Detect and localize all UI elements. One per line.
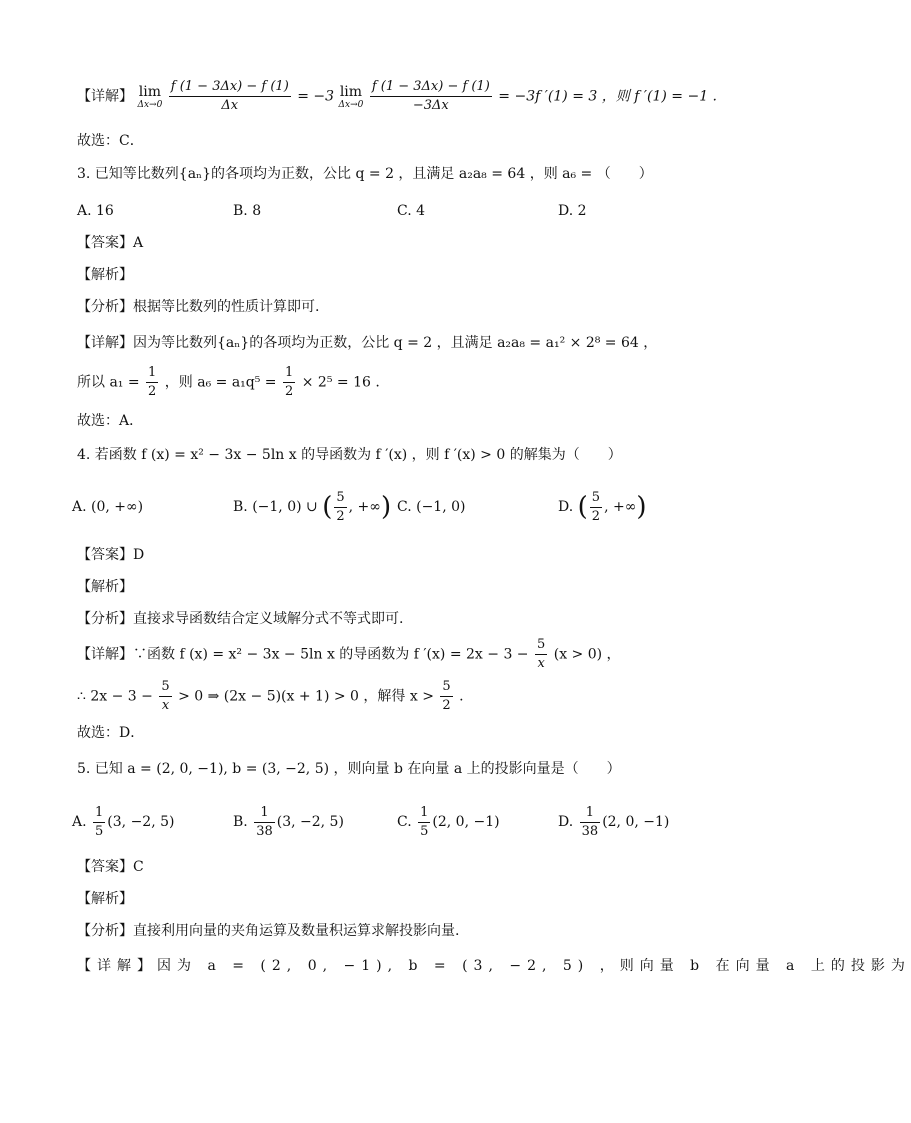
option-b: B. (−1, 0) ∪ ( $\frac{5}{2}$ , +∞) [233, 489, 392, 524]
answer-label: 【答案】D [77, 547, 145, 563]
limit-operator: lim Δx→0 [338, 83, 364, 110]
choice-line: 故选：A． [77, 413, 144, 429]
fraction: $\frac{1}{5}$ [420, 804, 429, 839]
detail-text: 所以 a₁ = $\frac{1}{2}$ ，则 a₆ = a₁q⁵ = $\frac{1}{2}$ × 2⁵ = 16 . [77, 365, 380, 399]
fraction: $\frac{1}{2}$ [285, 365, 294, 399]
fraction: $\frac{1}{5}$ [95, 804, 104, 839]
fraction: $\frac{5}{2}$ [442, 679, 451, 713]
detail-text: 【详解】因为等比数列{aₙ}的各项均为正数，公比 q = 2 ，且满足 a₂a₈ = a₁² × 2⁸ = 64 ， [77, 335, 658, 351]
option-a: A. 16 [77, 203, 114, 219]
answer-label: 【答案】A [77, 235, 144, 251]
option-d: D. $\frac{1}{38}$ (2, 0, −1) [558, 804, 670, 839]
fraction: $\frac{1}{2}$ [148, 365, 157, 399]
fraction: $\frac{f (1 - 3\Delta x) - f (1)}{-3\Delta x}$ [371, 79, 490, 113]
fraction: $\frac{1}{38}$ [581, 804, 599, 839]
fraction: $\frac{5}{x}$ [161, 679, 170, 713]
choice-line: 故选：D． [77, 725, 145, 741]
detail-limit-line: 【详解】 lim Δx→0 $\frac{f (1 - 3\Delta x) - f (1)}{\Delta x}$ = −3 lim Δx→0 $\frac{f (1 - 3\Delta x) - f (1)}{-3\Delta x}$ = −3f ′(1) = 3 ，则 f ′(1) = −1 . [77, 79, 718, 113]
option-c: C. 4 [397, 203, 426, 219]
analysis-text: 【分析】直接求导函数结合定义域解分式不等式即可. [77, 611, 404, 627]
option-b: B. $\frac{1}{38}$ (3, −2, 5) [233, 804, 344, 839]
fraction: $\frac{f (1 - 3\Delta x) - f (1)}{\Delta x}$ [170, 79, 289, 113]
detail-text: 【详解】∵函数 f (x) = x² − 3x − 5ln x 的导函数为 f ′(x) = 2x − 3 − $\frac{5}{x}$ (x > 0) ， [77, 637, 621, 671]
detail-tag: 【详解】 [77, 88, 133, 105]
analysis-text: 【分析】直接利用向量的夹角运算及数量积运算求解投影向量. [77, 923, 460, 939]
choice-line: 故选：C． [77, 133, 144, 149]
answer-label: 【答案】C [77, 859, 144, 875]
question-3-stem: 3. 已知等比数列{aₙ}的各项均为正数，公比 q = 2 ，且满足 a₂a₈ = 64 ，则 a₆ = （ ） [77, 166, 653, 182]
option-b: B. 8 [233, 203, 262, 219]
option-a: A. $\frac{1}{5}$ (3, −2, 5) [72, 804, 175, 839]
detail-text: 【详解】因为 a = (2, 0, −1), b = (3, −2, 5) ，则向量 b 在向量 a 上的投影为 [77, 958, 911, 974]
option-c: C. (−1, 0) [397, 499, 466, 515]
analysis-label: 【解析】 [77, 891, 133, 907]
detail-text: ∴ 2x − 3 − $\frac{5}{x}$ > 0 ⇒ (2x − 5)(x + 1) > 0 ，解得 x > $\frac{5}{2}$ . [77, 679, 464, 713]
question-5-stem: 5. 已知 a = (2, 0, −1), b = (3, −2, 5) ，则向量 b 在向量 a 上的投影向量是（ ） [77, 761, 621, 777]
limit-operator: lim Δx→0 [137, 83, 163, 110]
fraction: $\frac{5}{2}$ [336, 489, 345, 524]
fraction: $\frac{5}{x}$ [537, 637, 546, 671]
option-c: C. $\frac{1}{5}$ (2, 0, −1) [397, 804, 500, 839]
fraction: $\frac{5}{2}$ [591, 489, 601, 524]
question-4-stem: 4. 若函数 f (x) = x² − 3x − 5ln x 的导函数为 f ′(x) ，则 f ′(x) > 0 的解集为（ ） [77, 447, 622, 463]
fraction: $\frac{1}{38}$ [256, 804, 273, 839]
option-a: A. (0, +∞) [72, 499, 144, 515]
option-d: D. 2 [558, 203, 587, 219]
option-d: D. ( $\frac{5}{2}$ , +∞) [558, 489, 647, 524]
analysis-text: 【分析】根据等比数列的性质计算即可. [77, 299, 320, 315]
analysis-label: 【解析】 [77, 267, 133, 283]
analysis-label: 【解析】 [77, 579, 133, 595]
